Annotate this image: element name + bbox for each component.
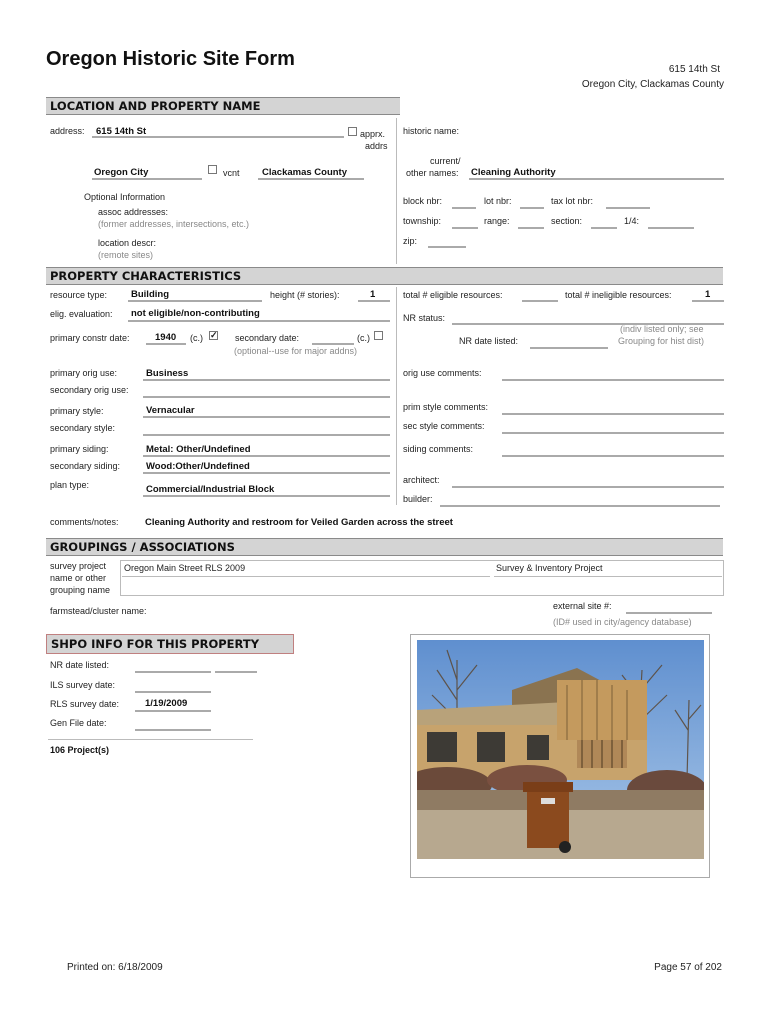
shpo-divider [48, 739, 253, 740]
height-value: 1 [370, 289, 376, 300]
zip-line [428, 246, 466, 248]
secondary-orig-use-label: secondary orig use: [50, 385, 129, 395]
plan-type-label: plan type: [50, 480, 90, 490]
range-label: range: [484, 216, 510, 226]
orig-use-label: primary orig use: [50, 368, 118, 378]
shpo-nr-date-line-2 [215, 671, 257, 673]
city-value: Oregon City [94, 167, 149, 178]
nr-hint-2: Grouping for hist dist) [618, 336, 705, 346]
addrs-label: addrs [365, 141, 388, 151]
assoc-hint: (former addresses, intersections, etc.) [98, 219, 250, 229]
comments-label: comments/notes: [50, 517, 119, 527]
address-label: address: [50, 126, 85, 136]
survey-value-1: Oregon Main Street RLS 2009 [124, 563, 246, 573]
gen-file-label: Gen File date: [50, 718, 107, 728]
resource-type-value: Building [131, 289, 169, 300]
sec-style-comments-line [502, 432, 724, 434]
block-label: block nbr: [403, 196, 443, 206]
primary-siding-label: primary siding: [50, 444, 109, 454]
nr-date-label: NR date listed: [459, 336, 519, 346]
survey-line-1 [122, 576, 490, 577]
township-label: township: [403, 216, 442, 226]
resource-type-label: resource type: [50, 290, 108, 300]
county-line [258, 178, 364, 180]
address-value: 615 14th St [96, 126, 147, 137]
county-value: Clackamas County [262, 167, 348, 178]
plan-type-line [143, 495, 390, 497]
taxlot-label: tax lot nbr: [551, 196, 594, 206]
plan-type-value: Commercial/Industrial Block [146, 484, 275, 495]
constr-date-value: 1940 [155, 332, 177, 343]
section-groupings: GROUPINGS / ASSOCIATIONS [46, 538, 723, 556]
height-label: height (# stories): [270, 290, 340, 300]
siding-comments-line [502, 455, 724, 457]
builder-line [440, 505, 720, 507]
divider [396, 287, 397, 505]
survey-label-1: survey project [50, 561, 107, 571]
section-line [591, 227, 617, 229]
township-line [452, 227, 478, 229]
printed-date: Printed on: 6/18/2009 [67, 962, 163, 973]
orig-use-comments-line [502, 379, 724, 381]
page-number: Page 57 of 202 [654, 962, 722, 973]
external-site-label: external site #: [553, 601, 612, 611]
other-names-label: other names: [406, 168, 459, 178]
primary-siding-value: Metal: Other/Undefined [146, 444, 251, 455]
elig-label: elig. evaluation: [50, 309, 113, 319]
block-line [452, 207, 476, 209]
height-line [358, 300, 390, 302]
architect-line [452, 486, 724, 488]
ils-date-label: ILS survey date: [50, 680, 116, 690]
orig-use-comments-label: orig use comments: [403, 368, 482, 378]
ineligible-line [692, 300, 724, 302]
header-address-line1: 615 14th St [668, 64, 720, 75]
elig-value: not eligible/non-contributing [131, 308, 260, 319]
survey-value-2: Survey & Inventory Project [496, 563, 603, 573]
eligible-line [522, 300, 558, 302]
city-line [92, 178, 202, 180]
ineligible-value: 1 [705, 289, 711, 300]
sec-style-comments-label: sec style comments: [403, 421, 485, 431]
other-names-line [469, 178, 724, 180]
circa-label: (c.) [190, 333, 203, 343]
secondary-date-label: secondary date: [235, 333, 300, 343]
quarter-label: 1/4: [624, 216, 640, 226]
approx-checkbox[interactable] [348, 127, 357, 136]
eligible-label: total # eligible resources: [403, 290, 503, 300]
historic-name-label: historic name: [403, 126, 460, 136]
vcnt-label: vcnt [223, 168, 240, 178]
comments-value: Cleaning Authority and restroom for Veiled Garden across the street [145, 517, 453, 528]
secondary-siding-label: secondary siding: [50, 461, 121, 471]
lot-label: lot nbr: [484, 196, 512, 206]
rls-date-line [135, 710, 211, 712]
page-title: Oregon Historic Site Form [46, 48, 295, 70]
elig-line [128, 320, 390, 322]
vacant-checkbox[interactable] [208, 165, 217, 174]
secondary-orig-use-line [143, 396, 390, 398]
lot-line [520, 207, 544, 209]
external-site-line [626, 612, 712, 614]
nr-date-line [530, 347, 608, 349]
section-shpo: SHPO INFO FOR THIS PROPERTY [46, 634, 294, 654]
secondary-siding-value: Wood:Other/Undefined [146, 461, 250, 472]
secondary-style-line [143, 434, 390, 436]
secondary-style-label: secondary style: [50, 423, 116, 433]
survey-label-2: name or other [50, 573, 107, 583]
secondary-siding-line [143, 472, 390, 474]
range-line [518, 227, 544, 229]
header-address-line2: Oregon City, Clackamas County [581, 79, 724, 90]
constr-date-line [146, 343, 186, 345]
section-location: LOCATION AND PROPERTY NAME [46, 97, 400, 115]
current-label: current/ [430, 156, 461, 166]
projects-label: 106 Project(s) [50, 745, 110, 755]
nr-status-label: NR status: [403, 313, 446, 323]
primary-style-label: primary style: [50, 406, 104, 416]
optional-info-label: Optional Information [84, 192, 166, 202]
secondary-date-hint: (optional--use for major addns) [234, 346, 358, 356]
other-names-value: Cleaning Authority [471, 167, 556, 178]
secondary-circa-checkbox[interactable] [374, 331, 383, 340]
building-photo [417, 640, 704, 859]
nr-hint-1: (indiv listed only; see [620, 324, 704, 334]
circa-checkbox[interactable]: ✓ [210, 330, 218, 340]
quarter-line [648, 227, 694, 229]
prim-style-comments-label: prim style comments: [403, 402, 489, 412]
zip-label: zip: [403, 236, 418, 246]
primary-style-value: Vernacular [146, 405, 195, 416]
farmstead-label: farmstead/cluster name: [50, 606, 147, 616]
siding-comments-label: siding comments: [403, 444, 474, 454]
primary-style-line [143, 416, 390, 418]
survey-line-2 [494, 576, 722, 577]
remote-hint: (remote sites) [98, 250, 154, 260]
survey-label-3: grouping name [50, 585, 111, 595]
divider [396, 118, 397, 264]
shpo-nr-date-label: NR date listed: [50, 660, 110, 670]
location-descr-label: location descr: [98, 238, 157, 248]
secondary-circa-label: (c.) [357, 333, 370, 343]
rls-date-value: 1/19/2009 [145, 698, 188, 709]
prim-style-comments-line [502, 413, 724, 415]
building-photo-icon [417, 640, 704, 859]
architect-label: architect: [403, 475, 440, 485]
address-line [92, 136, 344, 138]
assoc-addresses-label: assoc addresses: [98, 207, 169, 217]
constr-date-label: primary constr date: [50, 333, 130, 343]
section-label: section: [551, 216, 583, 226]
secondary-date-line [312, 343, 354, 345]
section-property: PROPERTY CHARACTERISTICS [46, 267, 723, 285]
resource-type-line [128, 300, 262, 302]
external-site-hint: (ID# used in city/agency database) [553, 617, 692, 627]
builder-label: builder: [403, 494, 433, 504]
primary-siding-line [143, 455, 390, 457]
rls-date-label: RLS survey date: [50, 699, 120, 709]
gen-file-line [135, 729, 211, 731]
ils-date-line [135, 691, 211, 693]
taxlot-line [606, 207, 650, 209]
approx-label: apprx. [360, 129, 386, 139]
orig-use-line [143, 379, 390, 381]
ineligible-label: total # ineligible resources: [565, 290, 672, 300]
shpo-nr-date-line-1 [135, 671, 211, 673]
orig-use-value: Business [146, 368, 189, 379]
